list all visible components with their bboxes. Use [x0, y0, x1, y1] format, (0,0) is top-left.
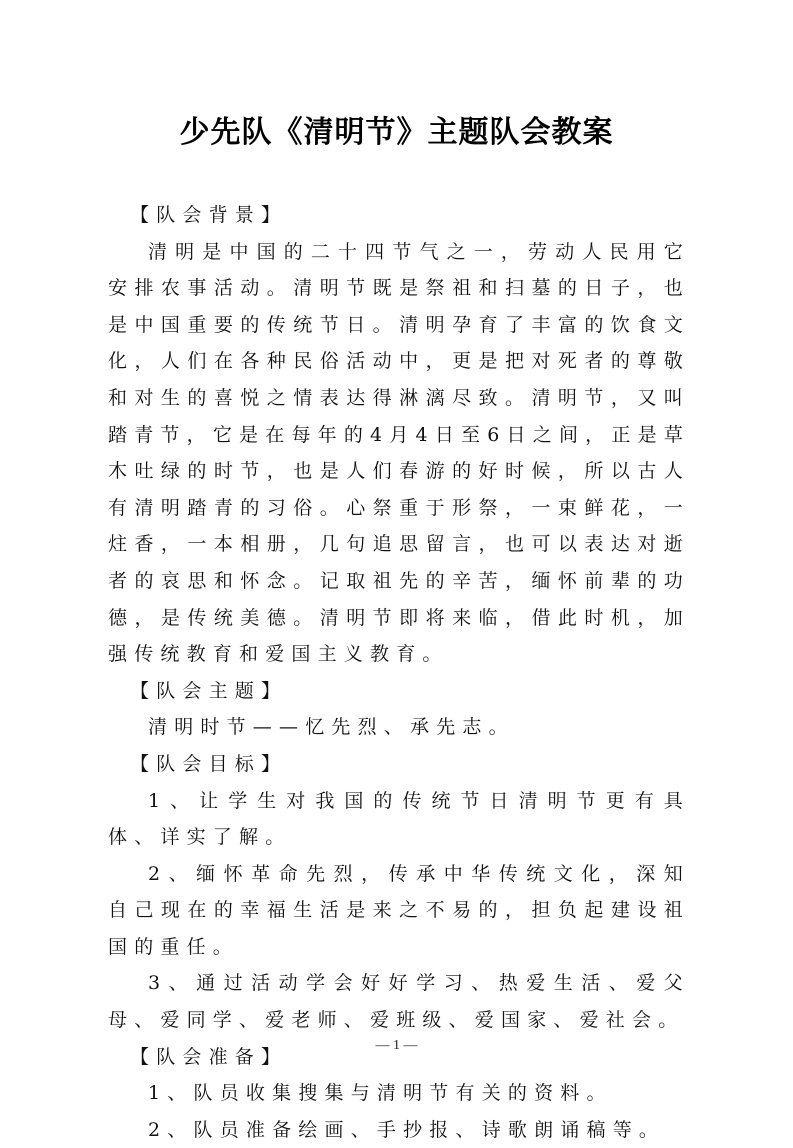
preparation-item-2: 2、队员准备绘画、手抄报、诗歌朗诵稿等。: [148, 1118, 666, 1141]
goal-item-3: 3、通过活动学会好好学习、热爱生活、爱父母、爱同学、爱老师、爱班级、爱国家、爱社会。: [108, 972, 690, 1032]
document-body: [108, 197, 690, 1148]
section-heading-preparation: 【队会准备】: [130, 1045, 288, 1068]
preparation-item-1: 1、队员收集搜集与清明节有关的资料。: [148, 1082, 613, 1105]
paragraph-background: 清明是中国的二十四节气之一，劳动人民用它安排农事活动。清明节既是祭祖和扫墓的日子，也是中国重要的传统节日。清明孕育了丰富的饮食文化，人们在各种民俗活动中，更是把对死者的尊敬和对生的喜悦之情表达得淋漓尽致。清明节，又叫踏青节，它是在每年的4月4日至6日之间，正是草木吐绿的时节，也是人们春游的好时候，所以古人有清明踏青的习俗。心祭重于形祭，一束鲜花，一炷香，一本相册，几句追思留言，也可以表达对逝者的哀思和怀念。记取祖先的辛苦，缅怀前辈的功德，是传统美德。清明节即将来临，借此时机，加强传统教育和爱国主义教育。: [108, 240, 690, 666]
paragraph-theme: 清明时节——忆先烈、承先志。: [148, 716, 515, 739]
document-title: 少先队《清明节》主题队会教案: [179, 115, 614, 150]
goal-item-2: 2、缅怀革命先烈，传承中华传统文化，深知自己现在的幸福生活是来之不易的，担负起建设祖国的重任。: [108, 862, 690, 958]
page-number: — 1 —: [375, 1038, 418, 1053]
section-heading-goals: 【队会目标】: [130, 752, 288, 775]
section-heading-theme: 【队会主题】: [130, 679, 288, 702]
section-heading-background: 【队会背景】: [130, 204, 288, 226]
goal-item-1: 1、让学生对我国的传统节日清明节更有具体、详实了解。: [108, 789, 690, 849]
